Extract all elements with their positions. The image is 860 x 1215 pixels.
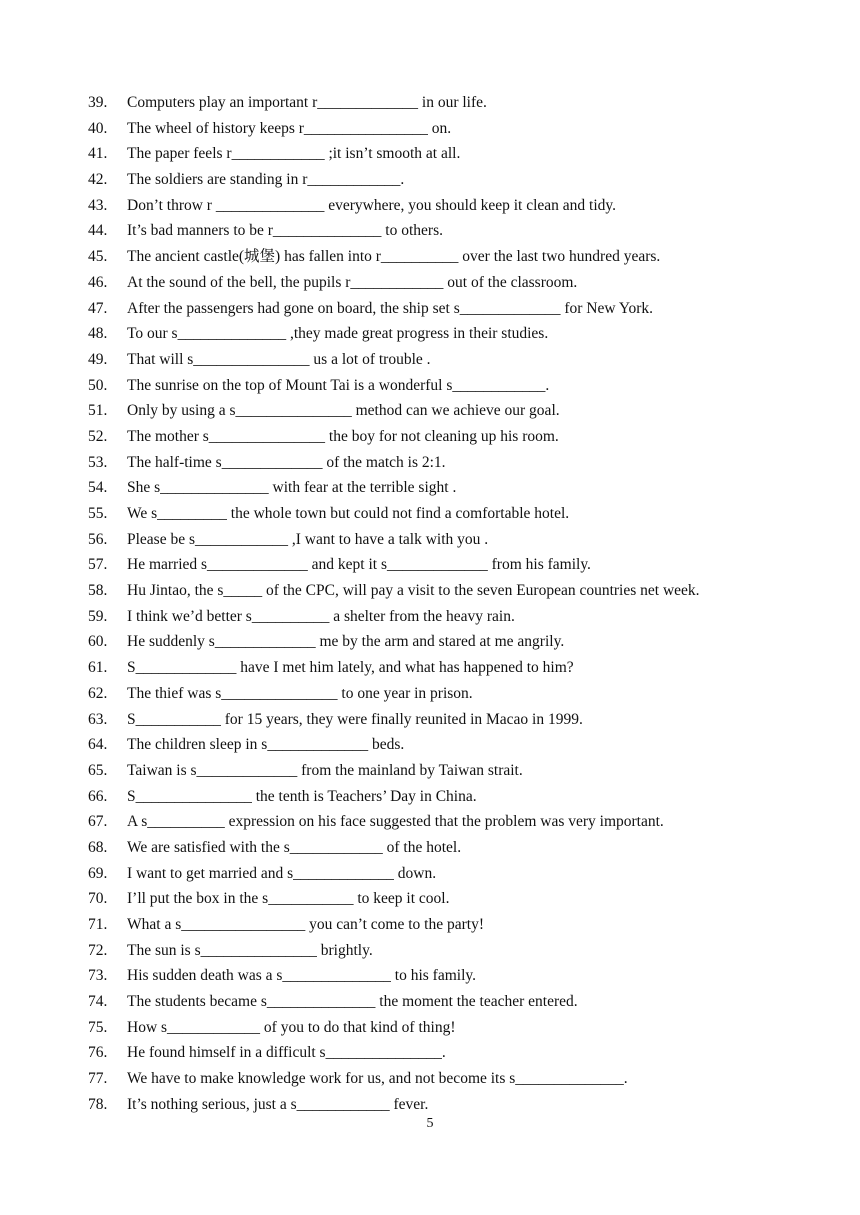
exercise-item — [88, 218, 788, 244]
exercise-item — [88, 90, 788, 116]
exercise-item — [88, 1040, 788, 1066]
exercise-number: 44. — [88, 222, 108, 240]
exercise-number: 55. — [88, 505, 108, 522]
exercise-item — [88, 835, 788, 861]
exercise-item — [88, 938, 788, 964]
exercise-item — [88, 296, 788, 322]
page-number: 5 — [426, 1116, 434, 1131]
exercise-sentence: S_______________ the tenth is Teachers’ Day in China. — [127, 787, 477, 805]
exercise-number: 50. — [88, 376, 108, 394]
exercise-sentence: Don’t throw r ______________ everywhere, you should keep it clean and tidy. — [127, 196, 617, 214]
exercise-number: 40. — [88, 119, 108, 137]
exercise-item — [88, 655, 788, 681]
exercise-number: 49. — [88, 350, 108, 368]
exercise-sentence: Hu Jintao, the s_____ of the CPC, will pay a visit to the seven European countries net week. — [127, 582, 700, 600]
exercise-item — [88, 552, 788, 578]
exercise-item — [88, 450, 788, 476]
exercise-sentence: Please be s____________ ,I want to have a talk with you . — [127, 530, 489, 548]
exercise-sentence: At the sound of the bell, the pupils r____________ out of the classroom. — [127, 273, 578, 291]
exercise-sentence: The thief was s_______________ to one year in prison. — [127, 684, 473, 702]
exercise-sentence: What a s________________ you can’t come to the party! — [127, 916, 484, 933]
exercise-number: 74. — [88, 993, 108, 1011]
exercise-number: 68. — [88, 838, 108, 856]
exercise-item — [88, 244, 788, 270]
exercise-sentence: The ancient castle(城堡) has fallen into r__________ over the last two hundred years. — [127, 248, 661, 266]
exercise-sentence: A s__________ expression on his face suggested that the problem was very important. — [127, 813, 664, 831]
exercise-number: 48. — [88, 325, 108, 343]
exercise-item — [88, 373, 788, 399]
exercise-item — [88, 629, 788, 655]
exercise-sentence: I’ll put the box in the s___________ to keep it cool. — [127, 890, 450, 908]
exercise-sentence: S___________ for 15 years, they were finally reunited in Macao in 1999. — [127, 710, 583, 728]
exercise-item — [88, 321, 788, 347]
exercise-item — [88, 732, 788, 758]
exercise-number: 75. — [88, 1018, 108, 1036]
exercise-item — [88, 707, 788, 733]
exercise-number: 41. — [88, 145, 108, 163]
exercise-sentence: The sun is s_______________ brightly. — [127, 941, 373, 959]
exercise-list — [88, 90, 788, 1118]
exercise-item — [88, 681, 788, 707]
exercise-number: 63. — [88, 710, 108, 728]
exercise-sentence: It’s bad manners to be r______________ to others. — [127, 222, 443, 240]
exercise-number: 46. — [88, 273, 108, 291]
exercise-sentence: To our s______________ ,they made great progress in their studies. — [127, 325, 549, 343]
exercise-item — [88, 989, 788, 1015]
exercise-item — [88, 809, 788, 835]
exercise-item — [88, 861, 788, 887]
exercise-sentence: S_____________ have I met him lately, and what has happened to him? — [127, 659, 574, 677]
exercise-number: 64. — [88, 736, 108, 754]
exercise-number: 45. — [88, 248, 108, 266]
exercise-item — [88, 963, 788, 989]
exercise-item — [88, 167, 788, 193]
exercise-number: 73. — [88, 967, 108, 985]
exercise-item — [88, 886, 788, 912]
exercise-sentence: The half-time s_____________ of the match is 2:1. — [127, 453, 446, 471]
exercise-sentence: I want to get married and s_____________ down. — [127, 864, 437, 882]
exercise-number: 69. — [88, 864, 108, 882]
exercise-item — [88, 758, 788, 784]
exercise-item — [88, 1015, 788, 1041]
exercise-number: 67. — [88, 813, 108, 831]
exercise-number: 42. — [88, 171, 108, 189]
exercise-number: 72. — [88, 941, 108, 959]
exercise-number: 57. — [88, 556, 108, 574]
exercise-sentence: The children sleep in s_____________ beds. — [127, 736, 405, 754]
exercise-sentence: After the passengers had gone on board, the ship set s_____________ for New York. — [127, 299, 654, 317]
exercise-item — [88, 604, 788, 630]
exercise-sentence: He married s_____________ and kept it s_____________ from his family. — [127, 556, 591, 574]
exercise-number: 51. — [88, 402, 108, 420]
exercise-sentence: How s____________ of you to do that kind of thing! — [127, 1018, 456, 1036]
exercise-number: 65. — [88, 761, 108, 779]
exercise-item — [88, 116, 788, 142]
exercise-item — [88, 141, 788, 167]
exercise-number: 76. — [88, 1044, 108, 1062]
exercise-number: 78. — [88, 1095, 108, 1113]
exercise-item — [88, 475, 788, 501]
exercise-item — [88, 527, 788, 553]
exercise-item — [88, 578, 788, 604]
exercise-number: 70. — [88, 890, 108, 908]
exercise-item — [88, 424, 788, 450]
exercise-sentence: It’s nothing serious, just a s____________ fever. — [127, 1095, 429, 1113]
exercise-number: 52. — [88, 427, 108, 445]
exercise-number: 56. — [88, 530, 108, 548]
exercise-sentence: The soldiers are standing in r____________. — [127, 171, 405, 189]
exercise-sentence: He suddenly s_____________ me by the arm and stared at me angrily. — [127, 633, 565, 651]
exercise-number: 43. — [88, 196, 108, 214]
exercise-sentence: The sunrise on the top of Mount Tai is a wonderful s____________. — [127, 376, 550, 394]
exercise-sentence: Taiwan is s_____________ from the mainland by Taiwan strait. — [127, 761, 523, 779]
exercise-sentence: The paper feels r____________ ;it isn’t smooth at all. — [127, 145, 461, 163]
exercise-sentence: Computers play an important r_____________ in our life. — [127, 94, 487, 111]
exercise-item — [88, 1066, 788, 1092]
exercise-sentence: We s_________ the whole town but could not find a comfortable hotel. — [127, 505, 570, 522]
exercise-number: 60. — [88, 633, 108, 651]
exercise-number: 77. — [88, 1070, 108, 1088]
exercise-sentence: He found himself in a difficult s_______________. — [127, 1044, 446, 1062]
exercise-sentence: The students became s______________ the moment the teacher entered. — [127, 993, 578, 1011]
exercise-number: 54. — [88, 479, 108, 497]
exercise-sentence: The mother s_______________ the boy for not cleaning up his room. — [127, 427, 559, 445]
exercise-item — [88, 501, 788, 527]
exercise-item — [88, 912, 788, 938]
exercise-number: 71. — [88, 916, 108, 933]
exercise-item — [88, 347, 788, 373]
exercise-item — [88, 270, 788, 296]
exercise-number: 66. — [88, 787, 108, 805]
exercise-number: 58. — [88, 582, 108, 600]
exercise-number: 53. — [88, 453, 108, 471]
exercise-sentence: That will s_______________ us a lot of trouble . — [127, 350, 431, 368]
exercise-sentence: Only by using a s_______________ method can we achieve our goal. — [127, 402, 560, 420]
exercise-item — [88, 193, 788, 219]
exercise-sentence: We have to make knowledge work for us, and not become its s______________. — [127, 1070, 628, 1088]
exercise-number: 47. — [88, 299, 108, 317]
exercise-number: 61. — [88, 659, 108, 677]
exercise-item — [88, 784, 788, 810]
exercise-number: 62. — [88, 684, 108, 702]
exercise-sentence: The wheel of history keeps r________________ on. — [127, 119, 452, 137]
exercise-number: 39. — [88, 94, 108, 111]
exercise-sentence: His sudden death was a s______________ to his family. — [127, 967, 476, 985]
exercise-item — [88, 398, 788, 424]
exercise-sentence: She s______________ with fear at the terrible sight . — [127, 479, 457, 497]
exercise-sentence: I think we’d better s__________ a shelter from the heavy rain. — [127, 607, 515, 625]
exercise-sentence: We are satisfied with the s____________ of the hotel. — [127, 838, 462, 856]
exercise-number: 59. — [88, 607, 108, 625]
